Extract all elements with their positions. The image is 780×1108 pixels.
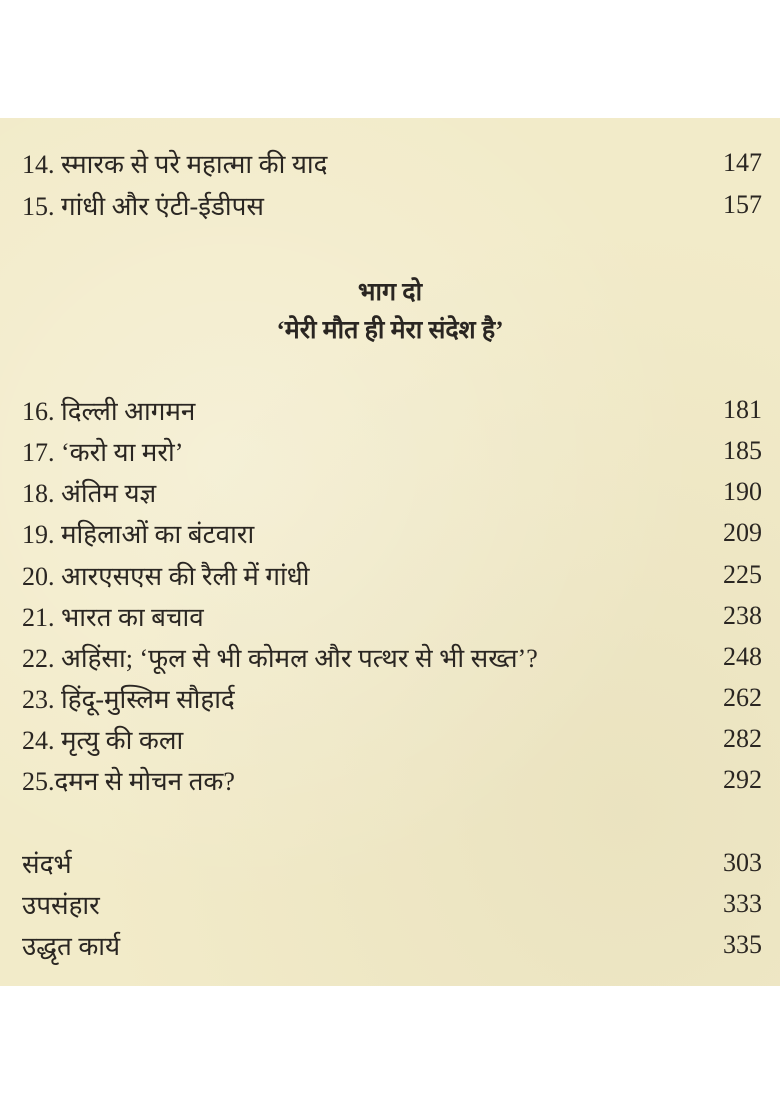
entry-title: 17. ‘करो या मरो’ [22,438,184,467]
entry-page: 190 [723,477,762,506]
entry-page: 209 [723,518,762,547]
toc-entry [22,185,762,225]
toc-entry [22,431,762,471]
toc-entry [22,596,762,636]
entry-title: 25.दमन से मोचन तक? [22,767,235,796]
entry-page: 292 [723,765,762,794]
toc-entry [22,925,762,965]
part-label: भाग दो [357,279,423,306]
entry-page: 303 [723,848,762,877]
toc-entry [22,719,762,759]
toc-entry [22,143,762,183]
toc-entry [22,884,762,924]
toc-entry [22,760,762,800]
toc-entry [22,555,762,595]
entry-page: 333 [723,889,762,918]
entry-page: 185 [723,436,762,465]
entry-title: संदर्भ [22,850,72,879]
entry-title: 19. महिलाओं का बंटवारा [22,520,255,549]
entry-title: उद्धृत कार्य [22,932,121,961]
entry-page: 335 [723,930,762,959]
entry-title: 23. हिंदू-मुस्लिम सौहार्द [22,685,235,714]
entry-page: 147 [723,148,762,177]
entry-title: 21. भारत का बचाव [22,603,204,632]
entry-title: 20. आरएसएस की रैली में गांधी [22,562,310,591]
toc-entry [22,678,762,718]
toc-entry [22,513,762,553]
entry-page: 181 [723,395,762,424]
entry-title: 14. स्मारक से परे महात्मा की याद [22,150,328,179]
entry-page: 282 [723,724,762,753]
entry-page: 248 [723,642,762,671]
part-subtitle: ‘मेरी मौत ही मेरा संदेश है’ [276,317,504,344]
toc-entry [22,472,762,512]
entry-page: 262 [723,683,762,712]
entry-title: उपसंहार [22,891,100,920]
entry-title: 24. मृत्यु की कला [22,726,184,755]
entry-title: 18. अंतिम यज्ञ [22,479,157,508]
entry-page: 157 [723,190,762,219]
entry-page: 238 [723,601,762,630]
entry-title: 22. अहिंसा; ‘फूल से भी कोमल और पत्थर से भी सख्त’? [22,644,538,673]
entry-title: 15. गांधी और एंटी-ईडीपस [22,192,264,221]
entry-title: 16. दिल्ली आगमन [22,397,196,426]
toc-entry [22,843,762,883]
toc-entry [22,390,762,430]
entry-page: 225 [723,560,762,589]
toc-entry [22,637,762,677]
